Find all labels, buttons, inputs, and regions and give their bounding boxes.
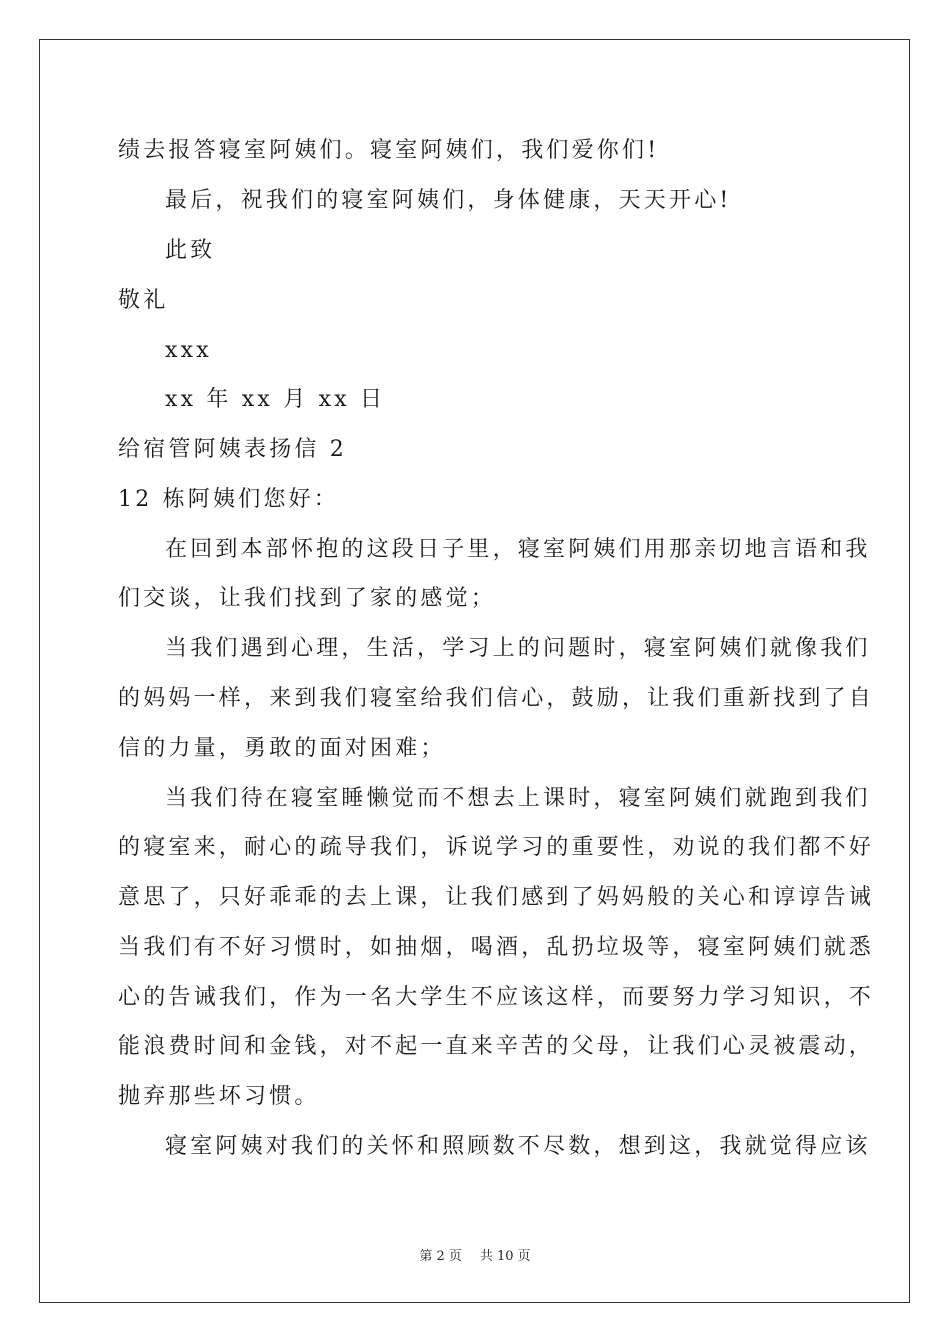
text-line: xxx [165,338,212,363]
text-line: 12 栋阿姨们您好： [118,487,339,512]
text-line: 最后，祝我们的寝室阿姨们，身体健康，天天开心! [165,188,732,213]
text-line: 意思了，只好乖乖的去上课，让我们感到了妈妈般的关心和谆谆告诫 [118,885,875,910]
text-line: 给宿管阿姨表扬信 2 [118,437,347,462]
text-line: 能浪费时间和金钱，对不起一直来辛苦的父母，让我们心灵被震动， [118,1034,875,1059]
page-number: 第 2 页 [419,1249,462,1264]
text-line: 当我们待在寝室睡懒觉而不想去上课时，寝室阿姨们就跑到我们 [165,786,871,811]
text-line: 敬礼 [118,288,169,313]
text-line: 在回到本部怀抱的这段日子里，寝室阿姨们用那亲切地言语和我 [165,537,871,562]
text-line: 此致 [165,238,216,263]
text-line: 心的告诫我们，作为一名大学生不应该这样，而要努力学习知识，不 [118,985,875,1010]
page-footer [0,1248,950,1266]
text-line: 抛弃那些坏习惯。 [118,1084,320,1109]
text-line: 当我们有不好习惯时，如抽烟，喝酒，乱扔垃圾等，寝室阿姨们就悉 [118,935,875,960]
page-frame [39,39,910,1303]
text-line: xx 年 xx 月 xx 日 [165,387,386,412]
text-line: 的妈妈一样，来到我们寝室给我们信心，鼓励，让我们重新找到了自 [118,686,875,711]
text-line: 们交谈，让我们找到了家的感觉； [118,586,497,611]
text-line: 当我们遇到心理，生活，学习上的问题时，寝室阿姨们就像我们 [165,636,871,661]
text-line: 绩去报答寝室阿姨们。寝室阿姨们，我们爱你们! [118,138,660,163]
text-line: 信的力量，勇敢的面对困难； [118,736,446,761]
page-total: 共 10 页 [479,1249,531,1264]
text-line: 寝室阿姨对我们的关怀和照顾数不尽数，想到这，我就觉得应该 [165,1134,871,1159]
text-line: 的寝室来，耐心的疏导我们，诉说学习的重要性，劝说的我们都不好 [118,835,875,860]
